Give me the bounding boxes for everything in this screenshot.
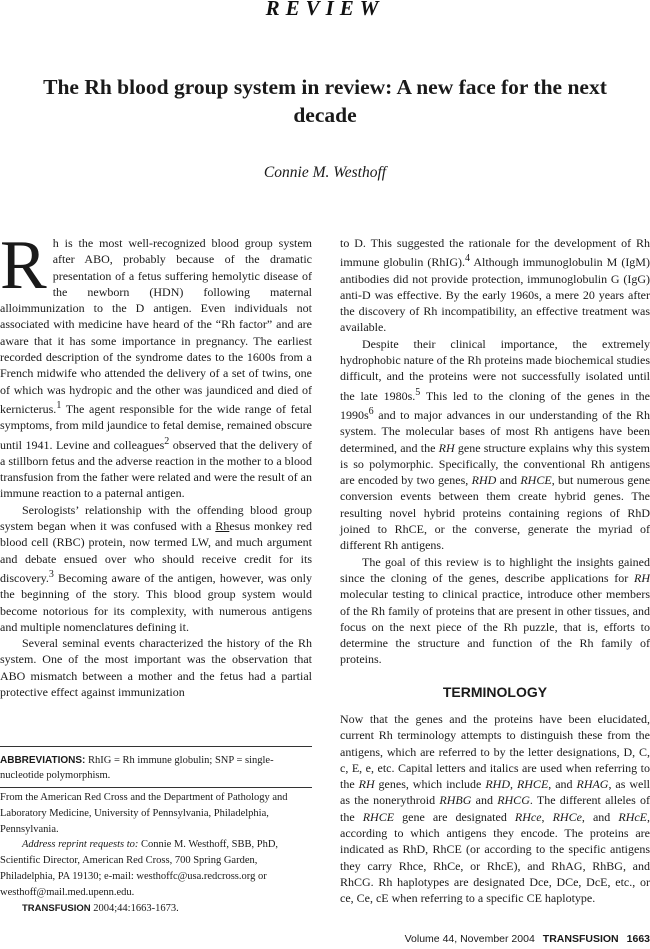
abbreviations-label: ABBREVIATIONS: bbox=[0, 755, 86, 766]
section-label: REVIEW bbox=[265, 0, 385, 20]
paragraph: Serologists’ relationship with the offending blood group system began when it was confused with a Rhesus monkey red blood cell (RBC) protein, now termed LW, and much argument and debate ensued over who should receive credit for its discovery.$^3$ Becoming aware of the antigen, however, was only the beginning of the story. This blood group system would become notorious for its complexity, with numerous antigens and multiple nomenclatures defining it. bbox=[0, 502, 312, 634]
page-number: 1663 bbox=[626, 933, 650, 945]
reprint-address: Address reprint requests to: Connie M. Westhoff, SBB, PhD, Scientific Director, American Red Cross, 700 Spring Garden, Philadelphia, PA 19130; e-mail: westhoffc@usa.redcross.org or westhoff@mail.med.upenn.edu. bbox=[0, 839, 279, 898]
section-heading-terminology: TERMINOLOGY bbox=[442, 684, 548, 700]
paragraph: Several seminal events characterized the history of the Rh system. One of the most important was the observation that ABO mismatch between a mother and the fetus had a partial protective effect against immunization bbox=[0, 636, 312, 700]
terminology-paragraph: Now that the genes and the proteins have been elucidated, current Rh terminology attempts to distinguish these from the antigens, which are referred to by the letter designations, D, C, c, E, e, etc. Capital letters and italics are used when referring to the RH genes, which include RHD, RHCE, and RHAG, as well as the nonerythroid RHBG and RHCG. The different alleles of the RHCE gene are designated RHce, RHCe, and RHcE, according to which antigens they encode. The proteins are indicated as RhD, RhCE (or according to the specific antigens they carry Rhce, RhCe, or RhcE), and RhAG, RhBG, and RhCG. Rh haplotypes are designated Dce, DCe, DcE, etc., or ce, Ce, cE when referring to a specific CE haplotype. bbox=[340, 712, 650, 906]
left-column bbox=[0, 227, 312, 700]
affiliation-text: From the American Red Cross and the Department of Pathology and Laboratory Medicine, University of Pennsylvania, Philadelphia, Pennsylvania. bbox=[0, 792, 288, 835]
affiliation-block bbox=[0, 790, 312, 916]
page-footer bbox=[405, 933, 650, 945]
right-column bbox=[340, 235, 650, 668]
footer-volume: Volume 44, November 2004 bbox=[404, 933, 535, 945]
footer-journal: TRANSFUSION bbox=[542, 933, 619, 945]
drop-cap: R bbox=[0, 227, 47, 304]
paragraph: Despite their clinical importance, the extremely hydrophobic nature of the Rh proteins made biochemical studies difficult, and the proteins were not successfully isolated until the late 1980s.$^5$ This led to the cloning of the genes in the $1990s^6$ and to major advances in our understanding of the Rh system. The molecular bases of most Rh antigens have been determined, and the RH gene structure explains why this system is so polymorphic. Specifically, the conventional Rh antigens are encoded by two genes, RHD and RHCE, but numerous gene conversion events between them create hybrid genes. The resulting novel hybrid proteins containing regions of RhD joined to RhCE, or the converse, generate the myriad of different Rh antigens. bbox=[340, 336, 650, 553]
abbreviations-box: ABBREVIATIONS: RhIG = Rh immune globulin; SNP = single-nucleotide polymorphism. bbox=[0, 746, 312, 788]
paragraph: to D. This suggested the rationale for the development of Rh immune globulin (RhIG).$^4$ Although immunoglobulin M (IgM) antibodies did not provide protection, immunoglobulin G (IgG) anti-D was effective. By the early 1960s, a mere 20 years after the discovery of Rh incompatibility, an effective treatment was available. bbox=[340, 236, 650, 335]
intro-paragraph: Rh is the most well-recognized blood group system after ABO, probably because of the dramatic presentation of a fetus suffering hemolytic disease of the newborn (HDN) following maternal alloimmunization to the D antigen. Even individuals not associated with medicine have heard of the “Rh factor” and are aware that it has some importance in pregnancy. The earliest recorded description of the syndrome dates to the 1600s from a French midwife who attended the delivery of a set of twins, one of which was hydropic and the other was jaundiced and died of kernicterus.$^1$ The agent responsible for the wide range of fetal symptoms, from mild jaundice to fetal demise, remained obscure until 1941. Levine and colleagues$^2$ observed that the delivery of a stillborn fetus and the adverse reaction in the mother to a blood transfusion from the father were related and were the result of an immune reaction to a paternal antigen. bbox=[0, 227, 312, 501]
paragraph: The goal of this review is to highlight the insights gained since the cloning of the genes, describe applications for RH molecular testing to clinical practice, introduce other members of the Rh family of proteins that are present in other tissues, and focus on the next piece of the Rh puzzle, that is, efforts to determine the structure and function of the Rh family of proteins. bbox=[340, 554, 650, 667]
author-name: Connie M. Westhoff bbox=[263, 164, 387, 181]
citation: TRANSFUSION 2004;44:1663-1673. bbox=[22, 902, 179, 914]
article-title: The Rh blood group system in review: A new face for the next decade bbox=[43, 75, 607, 127]
